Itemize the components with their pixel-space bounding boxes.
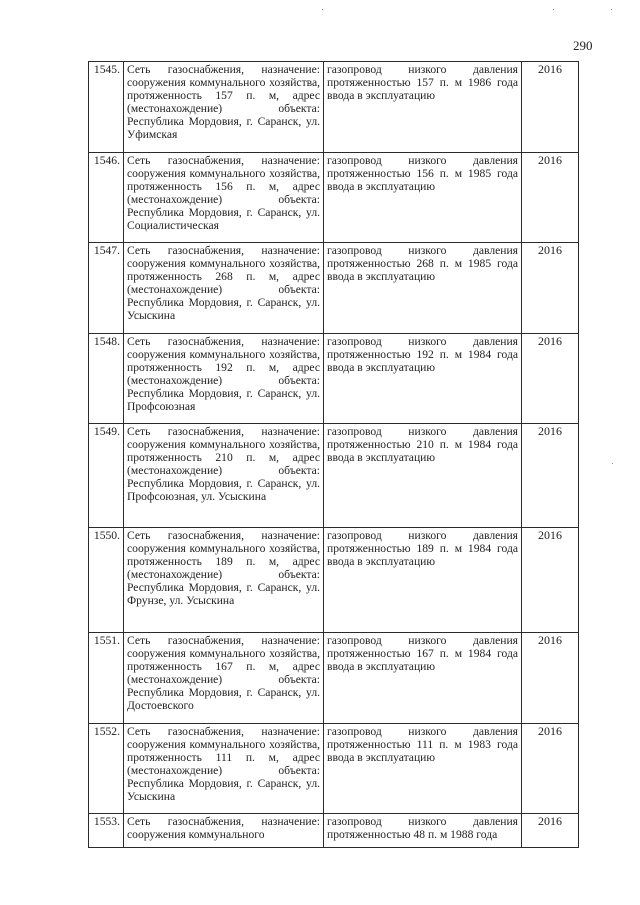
pipeline-description: газопровод низкого давления протяженностью 210 п. м 1984 года ввода в эксплуатацию (324, 424, 522, 528)
table-row (89, 153, 579, 243)
pipeline-description: газопровод низкого давления протяженностью 157 п. м 1986 года ввода в эксплуатацию (324, 62, 522, 153)
year-cell: 2016 (522, 424, 579, 528)
table-row (89, 62, 579, 153)
row-number: 1553. (89, 814, 124, 848)
property-registry-table (88, 61, 579, 848)
year-cell: 2016 (522, 153, 579, 243)
year-cell: 2016 (522, 814, 579, 848)
pipeline-description: газопровод низкого давления протяженностью 156 п. м 1985 года ввода в эксплуатацию (324, 153, 522, 243)
row-number: 1548. (89, 334, 124, 424)
row-number: 1552. (89, 724, 124, 814)
object-description: Сеть газоснабжения, назначение: сооружения коммунального хозяйства, протяженность 268 п. м, адрес (местонахождение) объекта: Республика Мордовия, г. Саранск, ул. Усыскина (124, 243, 324, 334)
year-cell: 2016 (522, 633, 579, 724)
object-description: Сеть газоснабжения, назначение: сооружения коммунального хозяйства, протяженность 156 п. м, адрес (местонахождение) объекта: Республика Мордовия, г. Саранск, ул. Социалистическая (124, 153, 324, 243)
pipeline-description: газопровод низкого давления протяженностью 111 п. м 1983 года ввода в эксплуатацию (324, 724, 522, 814)
object-description: Сеть газоснабжения, назначение: сооружения коммунального хозяйства, протяженность 167 п. м, адрес (местонахождение) объекта: Республика Мордовия, г. Саранск, ул. Достоевского (124, 633, 324, 724)
page-number: 290 (573, 38, 593, 53)
pipeline-description: газопровод низкого давления протяженностью 167 п. м 1984 года ввода в эксплуатацию (324, 633, 522, 724)
scan-speck (612, 463, 613, 464)
object-description: Сеть газоснабжения, назначение: сооружения коммунального хозяйства, протяженность 157 п. м, адрес (местонахождение) объекта: Республика Мордовия, г. Саранск, ул. Уфимская (124, 62, 324, 153)
table-row (89, 243, 579, 334)
year-cell: 2016 (522, 724, 579, 814)
table-row (89, 724, 579, 814)
object-description: Сеть газоснабжения, назначение: сооружения коммунального хозяйства, протяженность 192 п. м, адрес (местонахождение) объекта: Республика Мордовия, г. Саранск, ул. Профсоюзная (124, 334, 324, 424)
year-cell: 2016 (522, 334, 579, 424)
pipeline-description: газопровод низкого давления протяженностью 48 п. м 1988 года (324, 814, 522, 848)
year-cell: 2016 (522, 243, 579, 334)
scan-speck (322, 9, 323, 10)
table-row (89, 528, 579, 633)
row-number: 1551. (89, 633, 124, 724)
table-row (89, 334, 579, 424)
object-description: Сеть газоснабжения, назначение: сооружения коммунального хозяйства, протяженность 210 п. м, адрес (местонахождение) объекта: Республика Мордовия, г. Саранск, ул. Профсоюзная, ул. Усыскина (124, 424, 324, 528)
table-row (89, 424, 579, 528)
pipeline-description: газопровод низкого давления протяженностью 189 п. м 1984 года ввода в эксплуатацию (324, 528, 522, 633)
year-cell: 2016 (522, 62, 579, 153)
object-description: Сеть газоснабжения, назначение: сооружения коммунального хозяйства, протяженность 111 п. м, адрес (местонахождение) объекта: Республика Мордовия, г. Саранск, ул. Усыскина (124, 724, 324, 814)
row-number: 1546. (89, 153, 124, 243)
pipeline-description: газопровод низкого давления протяженностью 268 п. м 1985 года ввода в эксплуатацию (324, 243, 522, 334)
scan-speck (553, 9, 554, 10)
row-number: 1547. (89, 243, 124, 334)
table-row (89, 633, 579, 724)
row-number: 1550. (89, 528, 124, 633)
object-description: Сеть газоснабжения, назначение: сооружения коммунального хозяйства, протяженность 189 п. м, адрес (местонахождение) объекта: Республика Мордовия, г. Саранск, ул. Фрунзе, ул. Усыскина (124, 528, 324, 633)
scan-speck (611, 9, 612, 10)
year-cell: 2016 (522, 528, 579, 633)
row-number: 1545. (89, 62, 124, 153)
table-row (89, 814, 579, 848)
object-description: Сеть газоснабжения, назначение: сооружения коммунального (124, 814, 324, 848)
row-number: 1549. (89, 424, 124, 528)
pipeline-description: газопровод низкого давления протяженностью 192 п. м 1984 года ввода в эксплуатацию (324, 334, 522, 424)
